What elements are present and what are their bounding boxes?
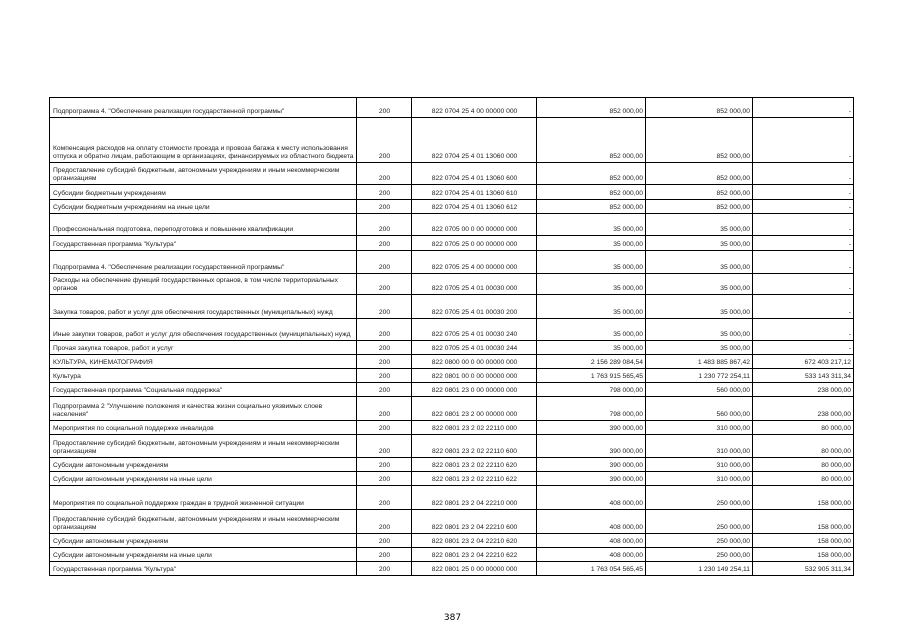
row-code: 200 — [357, 534, 412, 548]
row-name: Субсидии бюджетным учреждениям — [50, 185, 357, 200]
row-name: Мероприятия по социальной поддержке инвалидов — [50, 421, 357, 435]
row-code: 200 — [357, 163, 412, 185]
row-approved: 798 000,00 — [537, 383, 646, 397]
table-row — [50, 236, 854, 251]
row-executed: 852 000,00 — [646, 185, 753, 200]
table-row — [50, 397, 854, 421]
row-remainder: - — [753, 200, 854, 214]
row-name: Государственная программа "Культура" — [50, 562, 357, 576]
row-approved: 408 000,00 — [537, 510, 646, 534]
table-row — [50, 341, 854, 355]
row-executed: 1 483 885 867,42 — [646, 355, 753, 369]
row-code: 200 — [357, 435, 412, 458]
row-executed: 852 000,00 — [646, 98, 753, 118]
row-executed: 35 000,00 — [646, 251, 753, 274]
row-executed: 35 000,00 — [646, 319, 753, 341]
row-name: Государственная программа "Культура" — [50, 236, 357, 251]
row-executed: 310 000,00 — [646, 421, 753, 435]
table-row — [50, 295, 854, 319]
row-code: 200 — [357, 397, 412, 421]
row-kbk: 822 0801 23 2 00 00000 000 — [412, 397, 537, 421]
row-executed: 1 230 772 254,11 — [646, 369, 753, 383]
table-row — [50, 383, 854, 397]
row-remainder: 80 000,00 — [753, 435, 854, 458]
row-name: Прочая закупка товаров, работ и услуг — [50, 341, 357, 355]
row-approved: 798 000,00 — [537, 397, 646, 421]
row-kbk: 822 0801 00 0 00 00000 000 — [412, 369, 537, 383]
row-name: Предоставление субсидий бюджетным, автономным учреждениям и иным некоммерческим организациям — [50, 435, 357, 458]
row-remainder: - — [753, 98, 854, 118]
table-row — [50, 458, 854, 472]
row-approved: 35 000,00 — [537, 274, 646, 295]
row-approved: 35 000,00 — [537, 251, 646, 274]
row-executed: 852 000,00 — [646, 200, 753, 214]
row-approved: 390 000,00 — [537, 472, 646, 486]
row-code: 200 — [357, 355, 412, 369]
row-kbk: 822 0704 25 4 01 13060 000 — [412, 118, 537, 163]
row-approved: 2 156 289 084,54 — [537, 355, 646, 369]
row-remainder: 532 905 311,34 — [753, 562, 854, 576]
row-executed: 250 000,00 — [646, 534, 753, 548]
table-row — [50, 562, 854, 576]
row-name: Субсидии автономным учреждениям — [50, 534, 357, 548]
table-row — [50, 163, 854, 185]
row-name: Подпрограмма 4. "Обеспечение реализации государственной программы" — [50, 251, 357, 274]
row-code: 200 — [357, 274, 412, 295]
page-number: 387 — [443, 613, 462, 623]
row-kbk: 822 0801 23 2 04 22210 622 — [412, 548, 537, 562]
row-kbk: 822 0705 25 4 00 00000 000 — [412, 251, 537, 274]
row-executed: 35 000,00 — [646, 236, 753, 251]
row-remainder: 158 000,00 — [753, 486, 854, 510]
row-name: Предоставление субсидий бюджетным, автономным учреждениям и иным некоммерческим организациям — [50, 510, 357, 534]
table-body — [50, 98, 854, 576]
row-kbk: 822 0801 23 2 02 22110 600 — [412, 435, 537, 458]
row-remainder: - — [753, 185, 854, 200]
table-row — [50, 251, 854, 274]
row-executed: 250 000,00 — [646, 486, 753, 510]
row-kbk: 822 0801 23 2 04 22210 600 — [412, 510, 537, 534]
row-name: Субсидии автономным учреждениям на иные цели — [50, 472, 357, 486]
row-remainder: 158 000,00 — [753, 534, 854, 548]
row-executed: 310 000,00 — [646, 458, 753, 472]
row-code: 200 — [357, 236, 412, 251]
row-name: Государственная программа "Социальная поддержка" — [50, 383, 357, 397]
row-executed: 560 000,00 — [646, 397, 753, 421]
row-code: 200 — [357, 472, 412, 486]
table-row — [50, 98, 854, 118]
row-executed: 35 000,00 — [646, 214, 753, 236]
row-approved: 408 000,00 — [537, 534, 646, 548]
row-approved: 35 000,00 — [537, 319, 646, 341]
row-code: 200 — [357, 383, 412, 397]
row-remainder: - — [753, 163, 854, 185]
row-kbk: 822 0705 25 4 01 00030 000 — [412, 274, 537, 295]
row-kbk: 822 0801 23 2 04 22210 000 — [412, 486, 537, 510]
row-executed: 250 000,00 — [646, 510, 753, 534]
row-code: 200 — [357, 98, 412, 118]
row-kbk: 822 0801 23 2 04 22210 620 — [412, 534, 537, 548]
table-row — [50, 510, 854, 534]
row-kbk: 822 0705 25 4 01 00030 244 — [412, 341, 537, 355]
row-approved: 35 000,00 — [537, 236, 646, 251]
table-row — [50, 319, 854, 341]
row-name: Культура — [50, 369, 357, 383]
row-remainder: 238 000,00 — [753, 397, 854, 421]
row-approved: 852 000,00 — [537, 200, 646, 214]
row-executed: 35 000,00 — [646, 295, 753, 319]
row-kbk: 822 0705 00 0 00 00000 000 — [412, 214, 537, 236]
row-remainder: 533 143 311,34 — [753, 369, 854, 383]
table-row — [50, 534, 854, 548]
row-name: Субсидии автономным учреждениям — [50, 458, 357, 472]
row-approved: 35 000,00 — [537, 214, 646, 236]
row-code: 200 — [357, 341, 412, 355]
row-approved: 852 000,00 — [537, 163, 646, 185]
row-kbk: 822 0704 25 4 01 13060 610 — [412, 185, 537, 200]
row-executed: 310 000,00 — [646, 435, 753, 458]
row-remainder: - — [753, 236, 854, 251]
table-row — [50, 214, 854, 236]
table-row — [50, 118, 854, 163]
row-executed: 250 000,00 — [646, 548, 753, 562]
row-approved: 390 000,00 — [537, 421, 646, 435]
row-name: Субсидии бюджетным учреждениям на иные цели — [50, 200, 357, 214]
table-row — [50, 421, 854, 435]
row-remainder: - — [753, 214, 854, 236]
row-approved: 852 000,00 — [537, 118, 646, 163]
row-name: Субсидии автономным учреждениям на иные цели — [50, 548, 357, 562]
row-remainder: - — [753, 341, 854, 355]
row-kbk: 822 0704 25 4 01 13060 612 — [412, 200, 537, 214]
row-name: Предоставление субсидий бюджетным, автономным учреждениям и иным некоммерческим организациям — [50, 163, 357, 185]
row-code: 200 — [357, 369, 412, 383]
row-executed: 560 000,00 — [646, 383, 753, 397]
row-executed: 310 000,00 — [646, 472, 753, 486]
row-remainder: 238 000,00 — [753, 383, 854, 397]
row-name: Иные закупки товаров, работ и услуг для обеспечения государственных (муниципальных) нужд — [50, 319, 357, 341]
table-row — [50, 435, 854, 458]
row-name: Подпрограмма 2 "Улучшение положения и качества жизни социально уязвимых слоев населения" — [50, 397, 357, 421]
row-code: 200 — [357, 251, 412, 274]
row-name: КУЛЬТУРА, КИНЕМАТОГРАФИЯ — [50, 355, 357, 369]
row-remainder: 672 403 217,12 — [753, 355, 854, 369]
row-remainder: - — [753, 251, 854, 274]
row-kbk: 822 0705 25 4 01 00030 240 — [412, 319, 537, 341]
row-remainder: - — [753, 319, 854, 341]
table-row — [50, 472, 854, 486]
row-executed: 1 230 149 254,11 — [646, 562, 753, 576]
table-row — [50, 369, 854, 383]
row-kbk: 822 0705 25 0 00 00000 000 — [412, 236, 537, 251]
row-approved: 35 000,00 — [537, 341, 646, 355]
row-code: 200 — [357, 548, 412, 562]
row-approved: 1 763 054 565,45 — [537, 562, 646, 576]
row-kbk: 822 0801 23 2 02 22110 000 — [412, 421, 537, 435]
row-kbk: 822 0801 23 2 02 22110 622 — [412, 472, 537, 486]
row-approved: 390 000,00 — [537, 458, 646, 472]
row-approved: 852 000,00 — [537, 98, 646, 118]
row-name: Подпрограмма 4. "Обеспечение реализации государственной программы" — [50, 98, 357, 118]
row-code: 200 — [357, 421, 412, 435]
row-name: Расходы на обеспечение функций государственных органов, в том числе территориальных органов — [50, 274, 357, 295]
row-approved: 852 000,00 — [537, 185, 646, 200]
row-executed: 852 000,00 — [646, 163, 753, 185]
row-remainder: 158 000,00 — [753, 510, 854, 534]
row-kbk: 822 0800 00 0 00 00000 000 — [412, 355, 537, 369]
row-remainder: - — [753, 295, 854, 319]
row-code: 200 — [357, 118, 412, 163]
row-approved: 1 763 915 565,45 — [537, 369, 646, 383]
row-code: 200 — [357, 510, 412, 534]
table-row — [50, 274, 854, 295]
row-code: 200 — [357, 185, 412, 200]
row-approved: 35 000,00 — [537, 295, 646, 319]
row-name: Мероприятия по социальной поддержке граждан в трудной жизненной ситуации — [50, 486, 357, 510]
row-approved: 408 000,00 — [537, 548, 646, 562]
row-remainder: - — [753, 274, 854, 295]
row-kbk: 822 0801 25 0 00 00000 000 — [412, 562, 537, 576]
budget-execution-table — [49, 97, 854, 576]
row-name: Профессиональная подготовка, переподготовка и повышение квалификации — [50, 214, 357, 236]
row-executed: 852 000,00 — [646, 118, 753, 163]
table-row — [50, 486, 854, 510]
row-code: 200 — [357, 458, 412, 472]
row-name: Закупка товаров, работ и услуг для обеспечения государственных (муниципальных) нужд — [50, 295, 357, 319]
row-code: 200 — [357, 295, 412, 319]
row-remainder: 80 000,00 — [753, 472, 854, 486]
row-code: 200 — [357, 319, 412, 341]
row-approved: 390 000,00 — [537, 435, 646, 458]
row-remainder: 80 000,00 — [753, 421, 854, 435]
row-name: Компенсация расходов на оплату стоимости проезда и провоза багажа к месту использования отпуска и обратно лицам, работающим в организациях, финансируемых из областного бюджета — [50, 118, 357, 163]
table-row — [50, 548, 854, 562]
row-approved: 408 000,00 — [537, 486, 646, 510]
table-row — [50, 185, 854, 200]
table-row — [50, 355, 854, 369]
row-executed: 35 000,00 — [646, 341, 753, 355]
row-code: 200 — [357, 486, 412, 510]
row-code: 200 — [357, 214, 412, 236]
row-kbk: 822 0704 25 4 00 00000 000 — [412, 98, 537, 118]
table-row — [50, 200, 854, 214]
row-kbk: 822 0801 23 0 00 00000 000 — [412, 383, 537, 397]
row-remainder: 80 000,00 — [753, 458, 854, 472]
row-kbk: 822 0705 25 4 01 00030 200 — [412, 295, 537, 319]
row-kbk: 822 0704 25 4 01 13060 600 — [412, 163, 537, 185]
row-remainder: - — [753, 118, 854, 163]
row-code: 200 — [357, 562, 412, 576]
row-remainder: 158 000,00 — [753, 548, 854, 562]
row-kbk: 822 0801 23 2 02 22110 620 — [412, 458, 537, 472]
row-executed: 35 000,00 — [646, 274, 753, 295]
row-code: 200 — [357, 200, 412, 214]
